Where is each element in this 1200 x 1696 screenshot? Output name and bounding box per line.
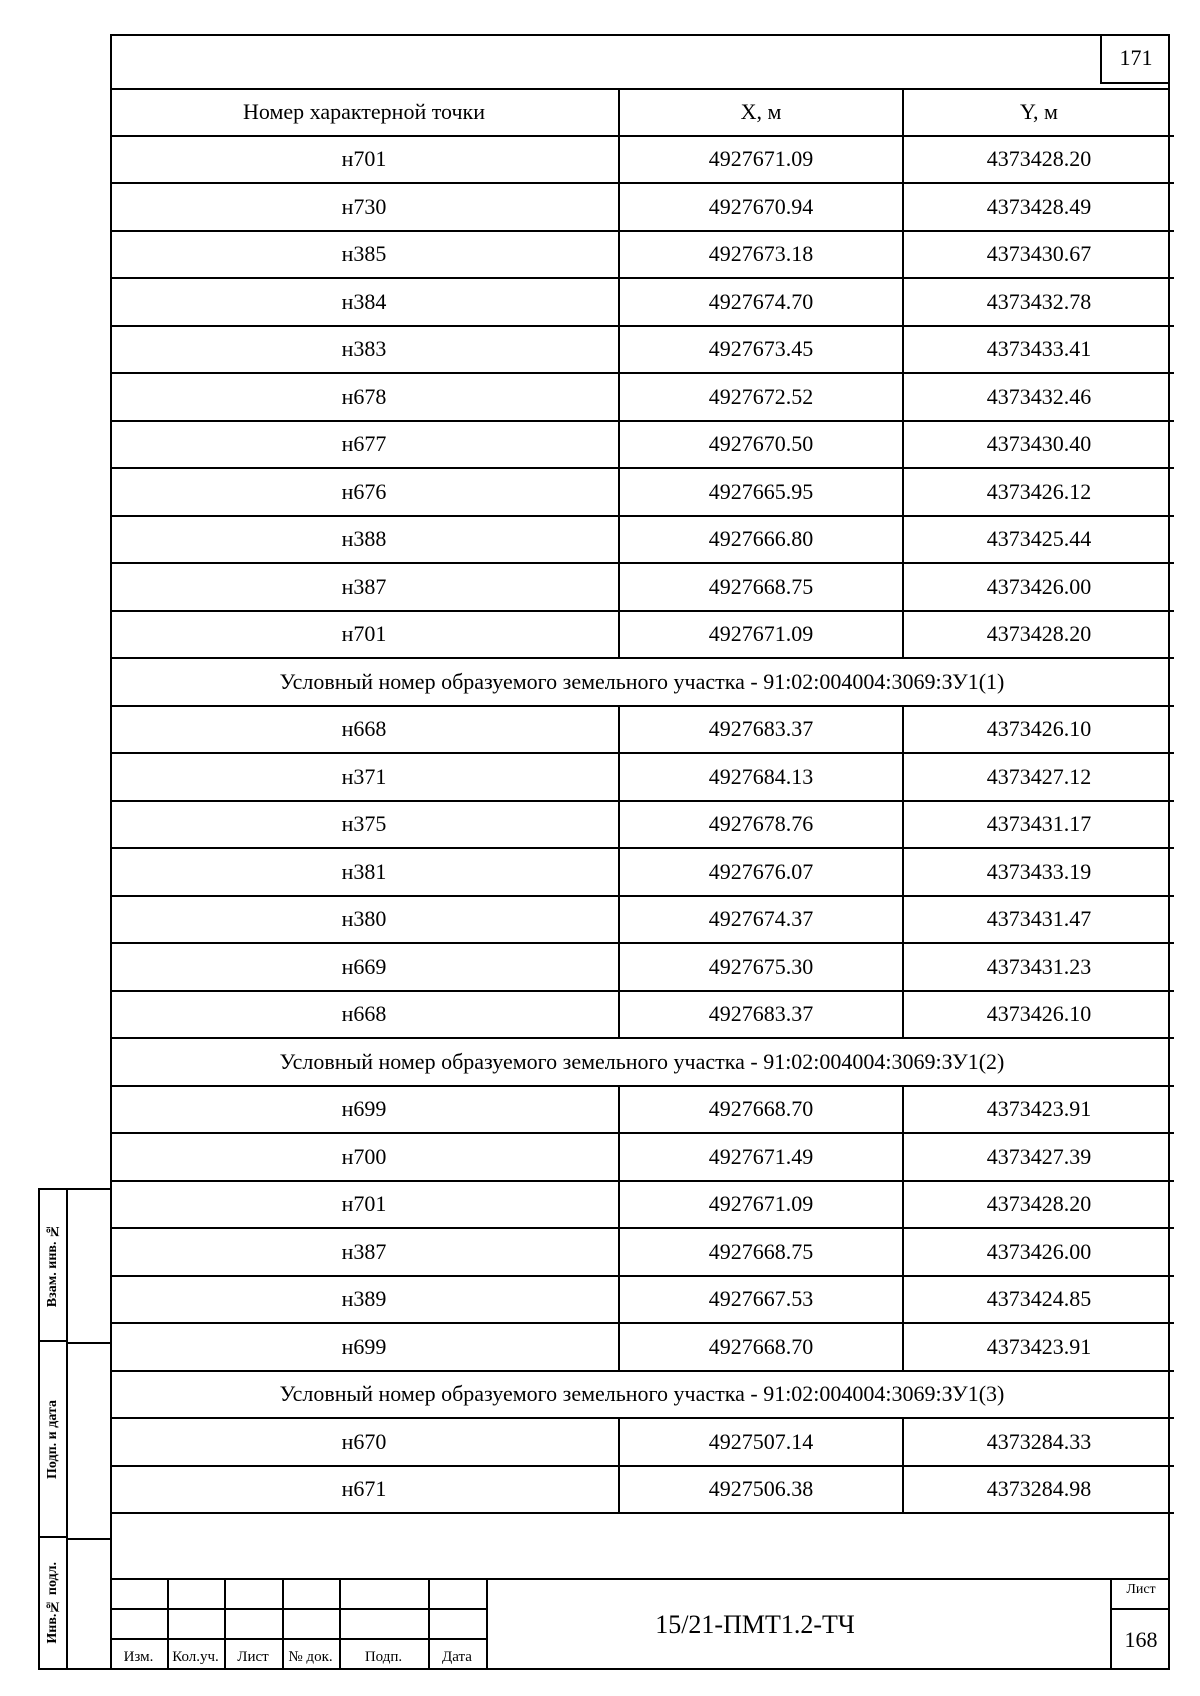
y-coordinate: 4373427.39: [903, 1133, 1174, 1181]
tb-izm: Изм.: [123, 1649, 154, 1665]
x-coordinate: 4927671.49: [619, 1133, 903, 1181]
y-coordinate: 4373433.19: [903, 848, 1174, 896]
x-coordinate: 4927676.07: [619, 848, 903, 896]
section-title: Условный номер образуемого земельного участка - 91:02:004004:3069:ЗУ1(3): [110, 1371, 1174, 1419]
table-row: [110, 1466, 1174, 1514]
table-row: [110, 706, 1174, 754]
y-coordinate: 4373432.46: [903, 373, 1174, 421]
table-row: [110, 848, 1174, 896]
y-coordinate: 4373426.00: [903, 1228, 1174, 1276]
table-row: [110, 421, 1174, 469]
top-page-number: 171: [1100, 34, 1170, 84]
y-coordinate: 4373284.98: [903, 1466, 1174, 1514]
x-coordinate: 4927668.70: [619, 1086, 903, 1134]
point-number: н730: [110, 183, 619, 231]
point-number: н380: [110, 896, 619, 944]
section-title: Условный номер образуемого земельного участка - 91:02:004004:3069:ЗУ1(2): [110, 1038, 1174, 1086]
table-row: [110, 943, 1174, 991]
y-coordinate: 4373430.40: [903, 421, 1174, 469]
point-number: н699: [110, 1086, 619, 1134]
table-row: [110, 1086, 1174, 1134]
point-number: н381: [110, 848, 619, 896]
document-number: 15/21-ПМТ1.2-ТЧ: [655, 1610, 855, 1639]
x-coordinate: 4927683.37: [619, 706, 903, 754]
point-number: н671: [110, 1466, 619, 1514]
margin-stamp: [38, 1188, 110, 1670]
x-coordinate: 4927683.37: [619, 991, 903, 1039]
table-row: [110, 1181, 1174, 1229]
table-row: [110, 1133, 1174, 1181]
header-x: X, м: [619, 89, 903, 136]
y-coordinate: 4373426.12: [903, 468, 1174, 516]
table-row: [110, 373, 1174, 421]
x-coordinate: 4927678.76: [619, 801, 903, 849]
point-number: н701: [110, 1181, 619, 1229]
x-coordinate: 4927674.70: [619, 278, 903, 326]
table-row: [110, 1418, 1174, 1466]
point-number: н701: [110, 611, 619, 659]
point-number: н669: [110, 943, 619, 991]
stamp-vzam-cell: [40, 1190, 68, 1342]
x-coordinate: 4927665.95: [619, 468, 903, 516]
point-number: н383: [110, 326, 619, 374]
point-number: н388: [110, 516, 619, 564]
point-number: н676: [110, 468, 619, 516]
y-coordinate: 4373426.10: [903, 991, 1174, 1039]
x-coordinate: 4927671.09: [619, 611, 903, 659]
stamp-vzam-label: Взам. инв. №: [45, 1222, 60, 1308]
y-coordinate: 4373425.44: [903, 516, 1174, 564]
tb-list: Лист: [237, 1649, 269, 1665]
table-row: [110, 611, 1174, 659]
x-coordinate: 4927507.14: [619, 1418, 903, 1466]
section-row: [110, 1371, 1174, 1419]
section-title: Условный номер образуемого земельного участка - 91:02:004004:3069:ЗУ1(1): [110, 658, 1174, 706]
x-coordinate: 4927506.38: [619, 1466, 903, 1514]
table-header-row: [110, 89, 1174, 136]
x-coordinate: 4927668.75: [619, 1228, 903, 1276]
y-coordinate: 4373424.85: [903, 1276, 1174, 1324]
stamp-divider-1: [68, 1342, 112, 1344]
table-row: [110, 896, 1174, 944]
y-coordinate: 4373428.49: [903, 183, 1174, 231]
y-coordinate: 4373428.20: [903, 136, 1174, 184]
point-number: н384: [110, 278, 619, 326]
table-row: [110, 563, 1174, 611]
y-coordinate: 4373423.91: [903, 1323, 1174, 1371]
tb-n-dok: № док.: [288, 1649, 333, 1665]
x-coordinate: 4927675.30: [619, 943, 903, 991]
sheet-label: Лист: [1126, 1582, 1156, 1597]
tb-data: Дата: [442, 1649, 472, 1665]
y-coordinate: 4373431.23: [903, 943, 1174, 991]
x-coordinate: 4927673.18: [619, 231, 903, 279]
point-number: н677: [110, 421, 619, 469]
coordinates-table: [110, 89, 1174, 1514]
table-row: [110, 991, 1174, 1039]
stamp-inv-cell: [40, 1538, 68, 1668]
section-row: [110, 1038, 1174, 1086]
y-coordinate: 4373433.41: [903, 326, 1174, 374]
point-number: н678: [110, 373, 619, 421]
y-coordinate: 4373430.67: [903, 231, 1174, 279]
point-number: н668: [110, 991, 619, 1039]
point-number: н389: [110, 1276, 619, 1324]
stamp-divider-2: [68, 1538, 112, 1540]
x-coordinate: 4927670.94: [619, 183, 903, 231]
table-row: [110, 516, 1174, 564]
y-coordinate: 4373428.20: [903, 611, 1174, 659]
table-row: [110, 801, 1174, 849]
header-y: Y, м: [903, 89, 1174, 136]
stamp-podp-label: Подп. и дата: [45, 1399, 60, 1479]
point-number: н387: [110, 1228, 619, 1276]
table-row: [110, 231, 1174, 279]
coordinates-table-body: [110, 89, 1174, 1513]
x-coordinate: 4927671.09: [619, 1181, 903, 1229]
y-coordinate: 4373284.33: [903, 1418, 1174, 1466]
table-row: [110, 1276, 1174, 1324]
header-point-number: Номер характерной точки: [110, 89, 619, 136]
point-number: н699: [110, 1323, 619, 1371]
sheet-number: 168: [1124, 1627, 1158, 1652]
x-coordinate: 4927684.13: [619, 753, 903, 801]
table-row: [110, 1323, 1174, 1371]
table-row: [110, 278, 1174, 326]
tb-podp: Подп.: [364, 1649, 403, 1665]
point-number: н375: [110, 801, 619, 849]
x-coordinate: 4927668.70: [619, 1323, 903, 1371]
y-coordinate: 4373423.91: [903, 1086, 1174, 1134]
x-coordinate: 4927667.53: [619, 1276, 903, 1324]
x-coordinate: 4927672.52: [619, 373, 903, 421]
y-coordinate: 4373428.20: [903, 1181, 1174, 1229]
x-coordinate: 4927670.50: [619, 421, 903, 469]
y-coordinate: 4373426.00: [903, 563, 1174, 611]
stamp-podp-cell: [40, 1342, 68, 1538]
table-row: [110, 136, 1174, 184]
point-number: н371: [110, 753, 619, 801]
table-row: [110, 326, 1174, 374]
title-block: [110, 1578, 1170, 1670]
point-number: н668: [110, 706, 619, 754]
x-coordinate: 4927671.09: [619, 136, 903, 184]
table-row: [110, 1228, 1174, 1276]
y-coordinate: 4373427.12: [903, 753, 1174, 801]
y-coordinate: 4373431.47: [903, 896, 1174, 944]
x-coordinate: 4927668.75: [619, 563, 903, 611]
point-number: н670: [110, 1418, 619, 1466]
point-number: н701: [110, 136, 619, 184]
table-row: [110, 753, 1174, 801]
point-number: н700: [110, 1133, 619, 1181]
x-coordinate: 4927674.37: [619, 896, 903, 944]
tb-kol-uch: Кол.уч.: [172, 1649, 219, 1665]
x-coordinate: 4927673.45: [619, 326, 903, 374]
y-coordinate: 4373426.10: [903, 706, 1174, 754]
stamp-inv-label: Инв.№ подл.: [45, 1562, 60, 1644]
x-coordinate: 4927666.80: [619, 516, 903, 564]
y-coordinate: 4373431.17: [903, 801, 1174, 849]
point-number: н385: [110, 231, 619, 279]
section-row: [110, 658, 1174, 706]
table-row: [110, 183, 1174, 231]
y-coordinate: 4373432.78: [903, 278, 1174, 326]
point-number: н387: [110, 563, 619, 611]
table-row: [110, 468, 1174, 516]
